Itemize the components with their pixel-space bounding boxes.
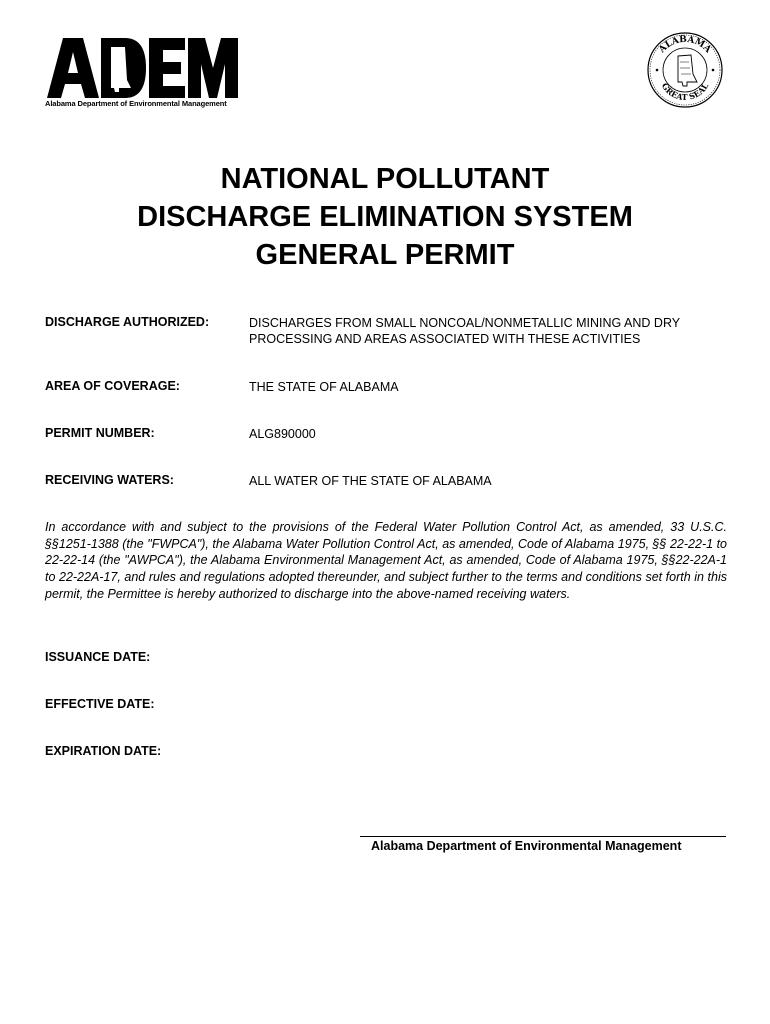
receiving-waters-value: ALL WATER OF THE STATE OF ALABAMA	[249, 474, 492, 488]
issuance-date-label: ISSUANCE DATE:	[45, 650, 151, 664]
adem-logo	[45, 36, 240, 112]
receiving-waters-label: RECEIVING WATERS:	[45, 473, 174, 487]
area-of-coverage-label: AREA OF COVERAGE:	[45, 379, 180, 393]
permit-number-value: ALG890000	[249, 427, 316, 441]
svg-text:ALABAMA: ALABAMA	[657, 34, 713, 56]
adem-logo-subtitle: Alabama Department of Environmental Management	[45, 99, 227, 108]
signature-line	[360, 836, 726, 837]
expiration-date-label: EXPIRATION DATE:	[45, 744, 162, 758]
title-line-3: GENERAL PERMIT	[255, 239, 515, 271]
title-line-1: NATIONAL POLLUTANT	[220, 163, 550, 195]
svg-text:GREAT SEAL: GREAT SEAL	[659, 81, 711, 103]
seal-graphic	[645, 30, 725, 110]
permit-title	[0, 160, 770, 274]
authorization-paragraph: In accordance with and subject to the provisions of the Federal Water Pollution Control Act, as amended, 33 U.S.C. §§1251-1388 (the "FWPCA"), the Alabama Water Pollution Control Act, as amended, Code of Alabama 1975, §§ 22-22-1 to 22-22-14 (the "AWPCA"), the Alabama Environmental Management Act, as amended, Code of Alabama 1975, §§22-22A-1 to 22-22A-17, and rules and regulations adopted thereunder, and subject further to the terms and conditions set forth in this permit, the Permittee is hereby authorized to discharge into the above-named receiving waters.	[45, 520, 727, 601]
title-line-2: DISCHARGE ELIMINATION SYSTEM	[137, 201, 633, 233]
discharge-authorized-value: DISCHARGES FROM SMALL NONCOAL/NONMETALLIC MINING AND DRY PROCESSING AND AREAS ASSOCIATED WITH THESE ACTIVITIES	[249, 316, 680, 346]
adem-logo-graphic	[45, 36, 240, 98]
discharge-authorized-label: DISCHARGE AUTHORIZED:	[45, 315, 210, 329]
permit-number-label: PERMIT NUMBER:	[45, 426, 155, 440]
alabama-great-seal	[645, 30, 725, 110]
area-of-coverage-value: THE STATE OF ALABAMA	[249, 380, 399, 394]
effective-date-label: EFFECTIVE DATE:	[45, 697, 155, 711]
signature-label: Alabama Department of Environmental Management	[371, 839, 682, 853]
